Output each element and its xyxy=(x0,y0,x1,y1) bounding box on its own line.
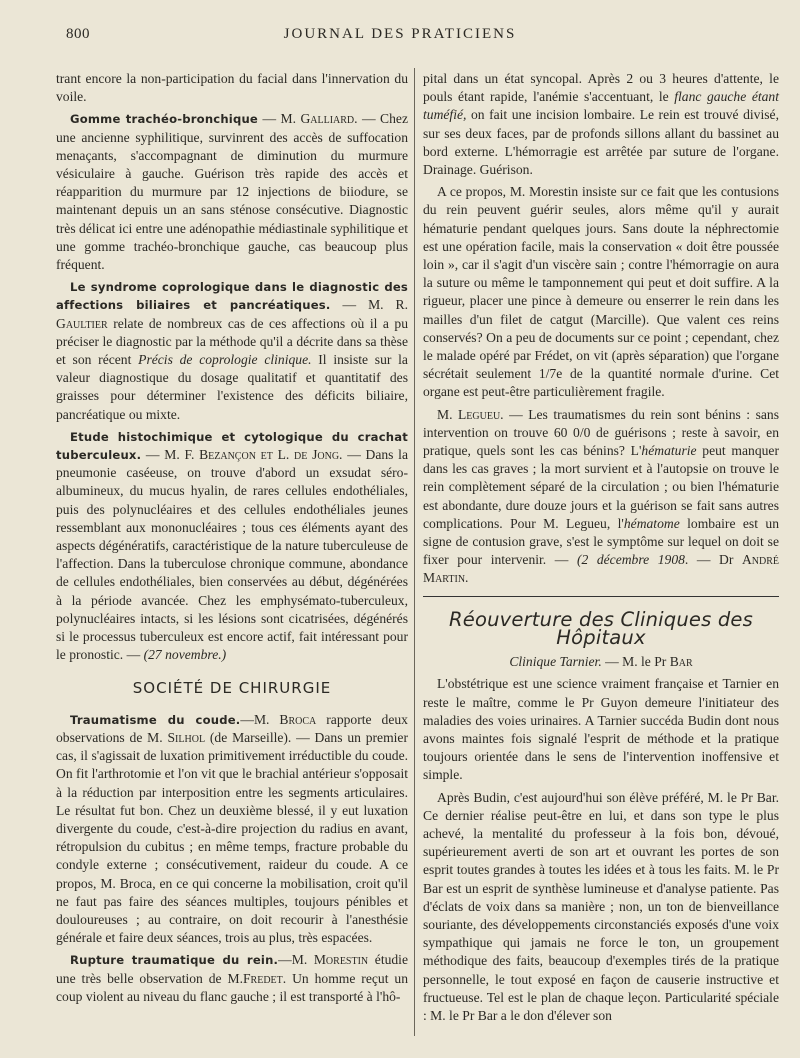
author: M. Morestin xyxy=(291,952,369,968)
text: — M. le Pr xyxy=(605,654,667,670)
text: peut manquer dans les cas graves ; la mort survient et à l'autopsie on trouve le rein complètement séparé de la circulation ; ou bien l'hématurie est abondante, dure douze jours et la guérison se fait sans autres complications. Pour M. Legueu, l' xyxy=(423,443,779,531)
article-text: étudie une très belle observation de M. xyxy=(56,952,408,986)
rubric: Le syndrome coprologique dans le diagnostic des affections biliaires et pancréatiques. xyxy=(56,280,408,313)
right-column xyxy=(423,70,779,1029)
separator-rule xyxy=(423,596,779,597)
paragraph: Après Budin, c'est aujourd'hui son élève préféré, M. le Pr Bar. Ce dernier réalise peut-être en lui, et dans son type le plus achevé, la mentalité du professeur à la fois bon, dévoué, supérieurement averti de son art et ouvrant les portes de son esprit toutes grandes à toutes les idées et à tous les faits. M. le Pr Bar est un esprit de synthèse lumineuse et d'analyse patiente. Pas d'éclats de voix dans sa manière ; non, un ton de bienveillance souriante, des développements circonstanciés exposés d'une voix sympathique qui jamais ne force le ton, un groupement méthodique des faits, beaucoup d'exemples tirés de la pratique personnelle, le tout exposé en façon de causerie instructive et fructueuse. Tel est le plan de chaque leçon. Particularité spéciale : M. le Pr Bar a le don d'élever son xyxy=(423,789,779,1023)
paragraph: L'obstétrique est une science vraiment française et Tarnier en reste le maître, comme le Pr Guyon demeure l'initiateur des maladies des voies urinaires. A Tarnier succéda Budin dont nous avons maintes fois signalé l'esprit de méthode et la pratique toujours orientée dans le sens de l'intervention inoffensive et simple. xyxy=(423,676,779,783)
article-text: relate de nombreux cas de ces affections où il a pu préciser le diagnostic par la méthode qu'il a décrite dans sa thèse et son récent xyxy=(56,315,409,368)
italic-text: flanc gauche étant tuméfié, xyxy=(423,89,779,123)
paragraph: A ce propos, M. Morestin insiste sur ce fait que les contusions du rein peuvent guérir seules, alors même qu'il y aurait hématurie pendant quelques jours. Sans doute la néphrectomie est une opération facile, mais la conservation « doit être poussée loin », car il s'agit d'un viscère sain ; contre l'hémorragie on aura la suture ou même le tamponnement qui peut et doit suffire. A la rigueur, placer une pince à demeure ou enserrer le rein dans les mailles d'un filet de catgut (Marcille). Que valent ces reins conservés? On a peu de documents sur ce point ; cependant, chez le malade opéré par Frédet, on vit (après séparation) que l'organe sécrétait seulement 1/7e de la quantité normale d'urine. Cet organe est peut-être particulièrement fragile. xyxy=(423,184,779,400)
rubric: Etude histochimique et cytologique du crachat tuberculeux. xyxy=(56,429,408,463)
italic-text: hématurie xyxy=(641,443,697,459)
author: M. Legueu. xyxy=(437,406,504,422)
page-number: 800 xyxy=(66,26,90,42)
paragraph xyxy=(423,70,779,179)
clinic-name: Clinique Tarnier. xyxy=(509,654,602,670)
article-text: — Dans la pneumonie caséeuse, on trouve d'abord un exsudat séro-albumineux, du mucus hyalin, de rares cellules endothéliales, puis des polynucléaires et des cellules endothéliales jeunes ressemblant aux mononucléaires ; tous ces éléments ayant des aspects dégénératifs, caractéristique de la nature tuberculeuse de l'affection. Dans la tuberculose chronique commune, abondance de cellules endothéliales, bien conservées au début, dégénérées à la période avancée. Chez les emphysémato-tuberculeux, polynucléaires intacts, si les lésions sont cicatrisées, dégénérés si le processus tuberculeux est encore actif, fait intéressant pour le pronostic. — xyxy=(56,447,408,663)
text: pital dans un état syncopal. Après 2 ou 3 heures d'attente, le pouls étant rapide, l'anémie s'accentuant, le xyxy=(423,71,779,105)
page-header xyxy=(0,26,800,48)
author: M. Broca xyxy=(253,711,317,727)
date: (2 décembre 1908 xyxy=(576,552,685,568)
article-text: Un homme reçut un coup violent au niveau du flanc gauche ; il est transporté à l'hô- xyxy=(56,970,408,1004)
rubric: Gomme trachéo-bronchique xyxy=(70,112,258,127)
article-traumatisme: Traumatisme du coude.—M. Broca rapporte deux observations de M. Silhol (de Marseille). — Dans un premier cas, il s'agissait de luxation primitivement irréductible du coude. On fit l'arthrotomie et l'on vit que le brachial antérieur s'opposait à la réduction par interposition entre les segments articulaires. Le résultat fut bon. Chez un deuxième blessé, il y eut luxation divergente du coude, c'est-à-dire projection du radius en avant, rétropulsion du cubitus ; en même temps, fracture probable du condyle externe ; consécutivement, raideur du coude. A ce propos, M. Broca, en ce qui concerne la mobilisation, croit qu'il ne faut pas faire des séances multiples, toujours pénibles et douloureuses ; au contraire, on doit recourir à l'anesthésie générale et faire deux séances, trois au plus, très espacées. xyxy=(56,711,408,946)
author: M. Galliard. xyxy=(280,111,358,127)
italic-text: hématome xyxy=(623,515,680,531)
left-column xyxy=(56,70,408,1010)
article-etude: Etude histochimique et cytologique du crachat tuberculeux. — M. F. Bezançon et L. de Jong. — Dans la pneumonie caséeuse, on trouve d'abord un exsudat séro-albumineux, du mucus hyalin, de rares cellules endothéliales, puis des polynucléaires et des cellules endothéliales jeunes ressemblant aux mononucléaires ; tous ces éléments ayant des aspects dégénératifs, caractéristique de la nature tuberculeuse de l'affection. Dans la tuberculose chronique commune, abondance de cellules endothéliales, bien conservées au début, dégénérées à la période avancée. Chez les emphysémato-tuberculeux, polynucléaires intacts, si les lésions sont cicatrisées, dégénérés si le processus tuberculeux est encore actif, fait intéressant pour le pronostic. — (27 novembre.) xyxy=(56,429,408,663)
professor-name: Bar xyxy=(669,654,693,670)
signature: André Martin. xyxy=(423,552,780,586)
section-title: SOCIÉTÉ DE CHIRURGIE xyxy=(132,678,332,697)
paragraph xyxy=(423,406,779,588)
text: on fait une incision lombaire. Le rein est trouvé divisé, sur ses deux faces, par de profonds sillons allant du bassinet au bord externe. L'hémorragie est arrêtée par suture de l'organe. Drainage. Guérison. xyxy=(423,107,779,178)
rubric: Rupture traumatique du rein. xyxy=(70,953,279,968)
article-text: (de Marseille). — Dans un premier cas, il s'agissait de luxation primitivement irréductible du coude. On fit l'arthrotomie et l'on vit que le brachial antérieur s'opposait à la réduction par interposition entre les segments articulaires. Le résultat fut bon. Chez un deuxième blessé, il y eut luxation divergente du coude, c'est-à-dire projection du radius en avant, rétropulsion du cubitus ; en même temps, fracture probable du condyle externe ; consécutivement, raideur du coude. A ce propos, M. Broca, en ce qui concerne la mobilisation, croit qu'il ne faut pas faire des séances multiples, toujours pénibles et douloureuses ; au contraire, on doit recourir à l'anesthésie générale et faire deux séances, trois au plus, très espacées. xyxy=(56,729,408,946)
paragraph: trant encore la non-participation du facial dans l'innervation du voile. xyxy=(56,71,408,105)
rubric: Traumatisme du coude. xyxy=(70,712,241,727)
section-title: Réouverture des Cliniques des Hôpitaux xyxy=(449,607,753,649)
text: lombaire est un signe de contusion grave, s'est le symptôme sur lequel on doit se fixer pour intervenir. — xyxy=(423,515,779,568)
article-rupture: Rupture traumatique du rein.—M. Morestin étudie une très belle observation de M.Fredet. Un homme reçut un coup violent au niveau du flanc gauche ; il est transporté à l'hô- xyxy=(56,952,408,1004)
article-text: rapporte deux observations de M. xyxy=(56,711,408,745)
article-syndrome: Le syndrome coprologique dans le diagnostic des affections biliaires et pancréatiques. — M. R. Gaultier relate de nombreux cas de ces affections où il a pu préciser le diagnostic par la méthode qu'il a décrite dans sa thèse et son récent Précis de coprologie clinique. Il insiste sur la valeur diagnostique du dosage qualitatif et quantitatif des graisses pour déterminer l'existence des déficits biliaire, pancréatique ou mixte. xyxy=(56,280,409,422)
book-title: Précis de coprologie clinique. xyxy=(138,352,312,368)
clinic-subhead xyxy=(423,653,779,671)
journal-title: JOURNAL DES PRATICIENS xyxy=(283,26,517,42)
author: Silhol xyxy=(167,729,206,745)
text: . — Dr xyxy=(684,552,734,568)
column-divider xyxy=(414,68,415,1036)
author: M. F. Bezançon et L. de Jong. xyxy=(164,447,343,463)
article-text: Il insiste sur la valeur diagnostique du dosage qualitatif et quantitatif des graisses pour déterminer l'existence des déficits biliaire, pancréatique ou mixte. xyxy=(56,352,408,422)
author: M. R. Gaultier xyxy=(56,297,408,331)
article-text: — Chez une ancienne syphilitique, survinrent des accès de suffocation menaçants, s'accompagnant de diminution du murmure vésiculaire à gauche. Guérison très rapide des accès et réapparition du murmure par 12 injections de biiodure, se maintenant depuis un an sans sténose consécutive. Diagnostic très délicat ici entre une adénopathie médiastinale syphilitique et une gomme trachéo-bronchique gauche, cas beaucoup plus fréquent. xyxy=(56,111,408,273)
date: (27 novembre.) xyxy=(143,647,227,663)
author: Fredet. xyxy=(242,970,287,986)
text: — Les traumatismes du rein sont bénins : sans intervention on trouve 60 0/0 de guérisons ; reste à savoir, en pratique, quels sont les cas bénins? L' xyxy=(423,406,779,459)
article-gomme: Gomme trachéo-bronchique — M. Galliard. — Chez une ancienne syphilitique, survinrent des accès de suffocation menaçants, s'accompagnant de diminution du murmure vésiculaire à gauche. Guérison très rapide des accès et réapparition du murmure par 12 injections de biiodure, se maintenant depuis un an sans sténose consécutive. Diagnostic très délicat ici entre une adénopathie médiastinale syphilitique et une gomme trachéo-bronchique gauche, cas beaucoup plus fréquent. xyxy=(56,111,408,273)
